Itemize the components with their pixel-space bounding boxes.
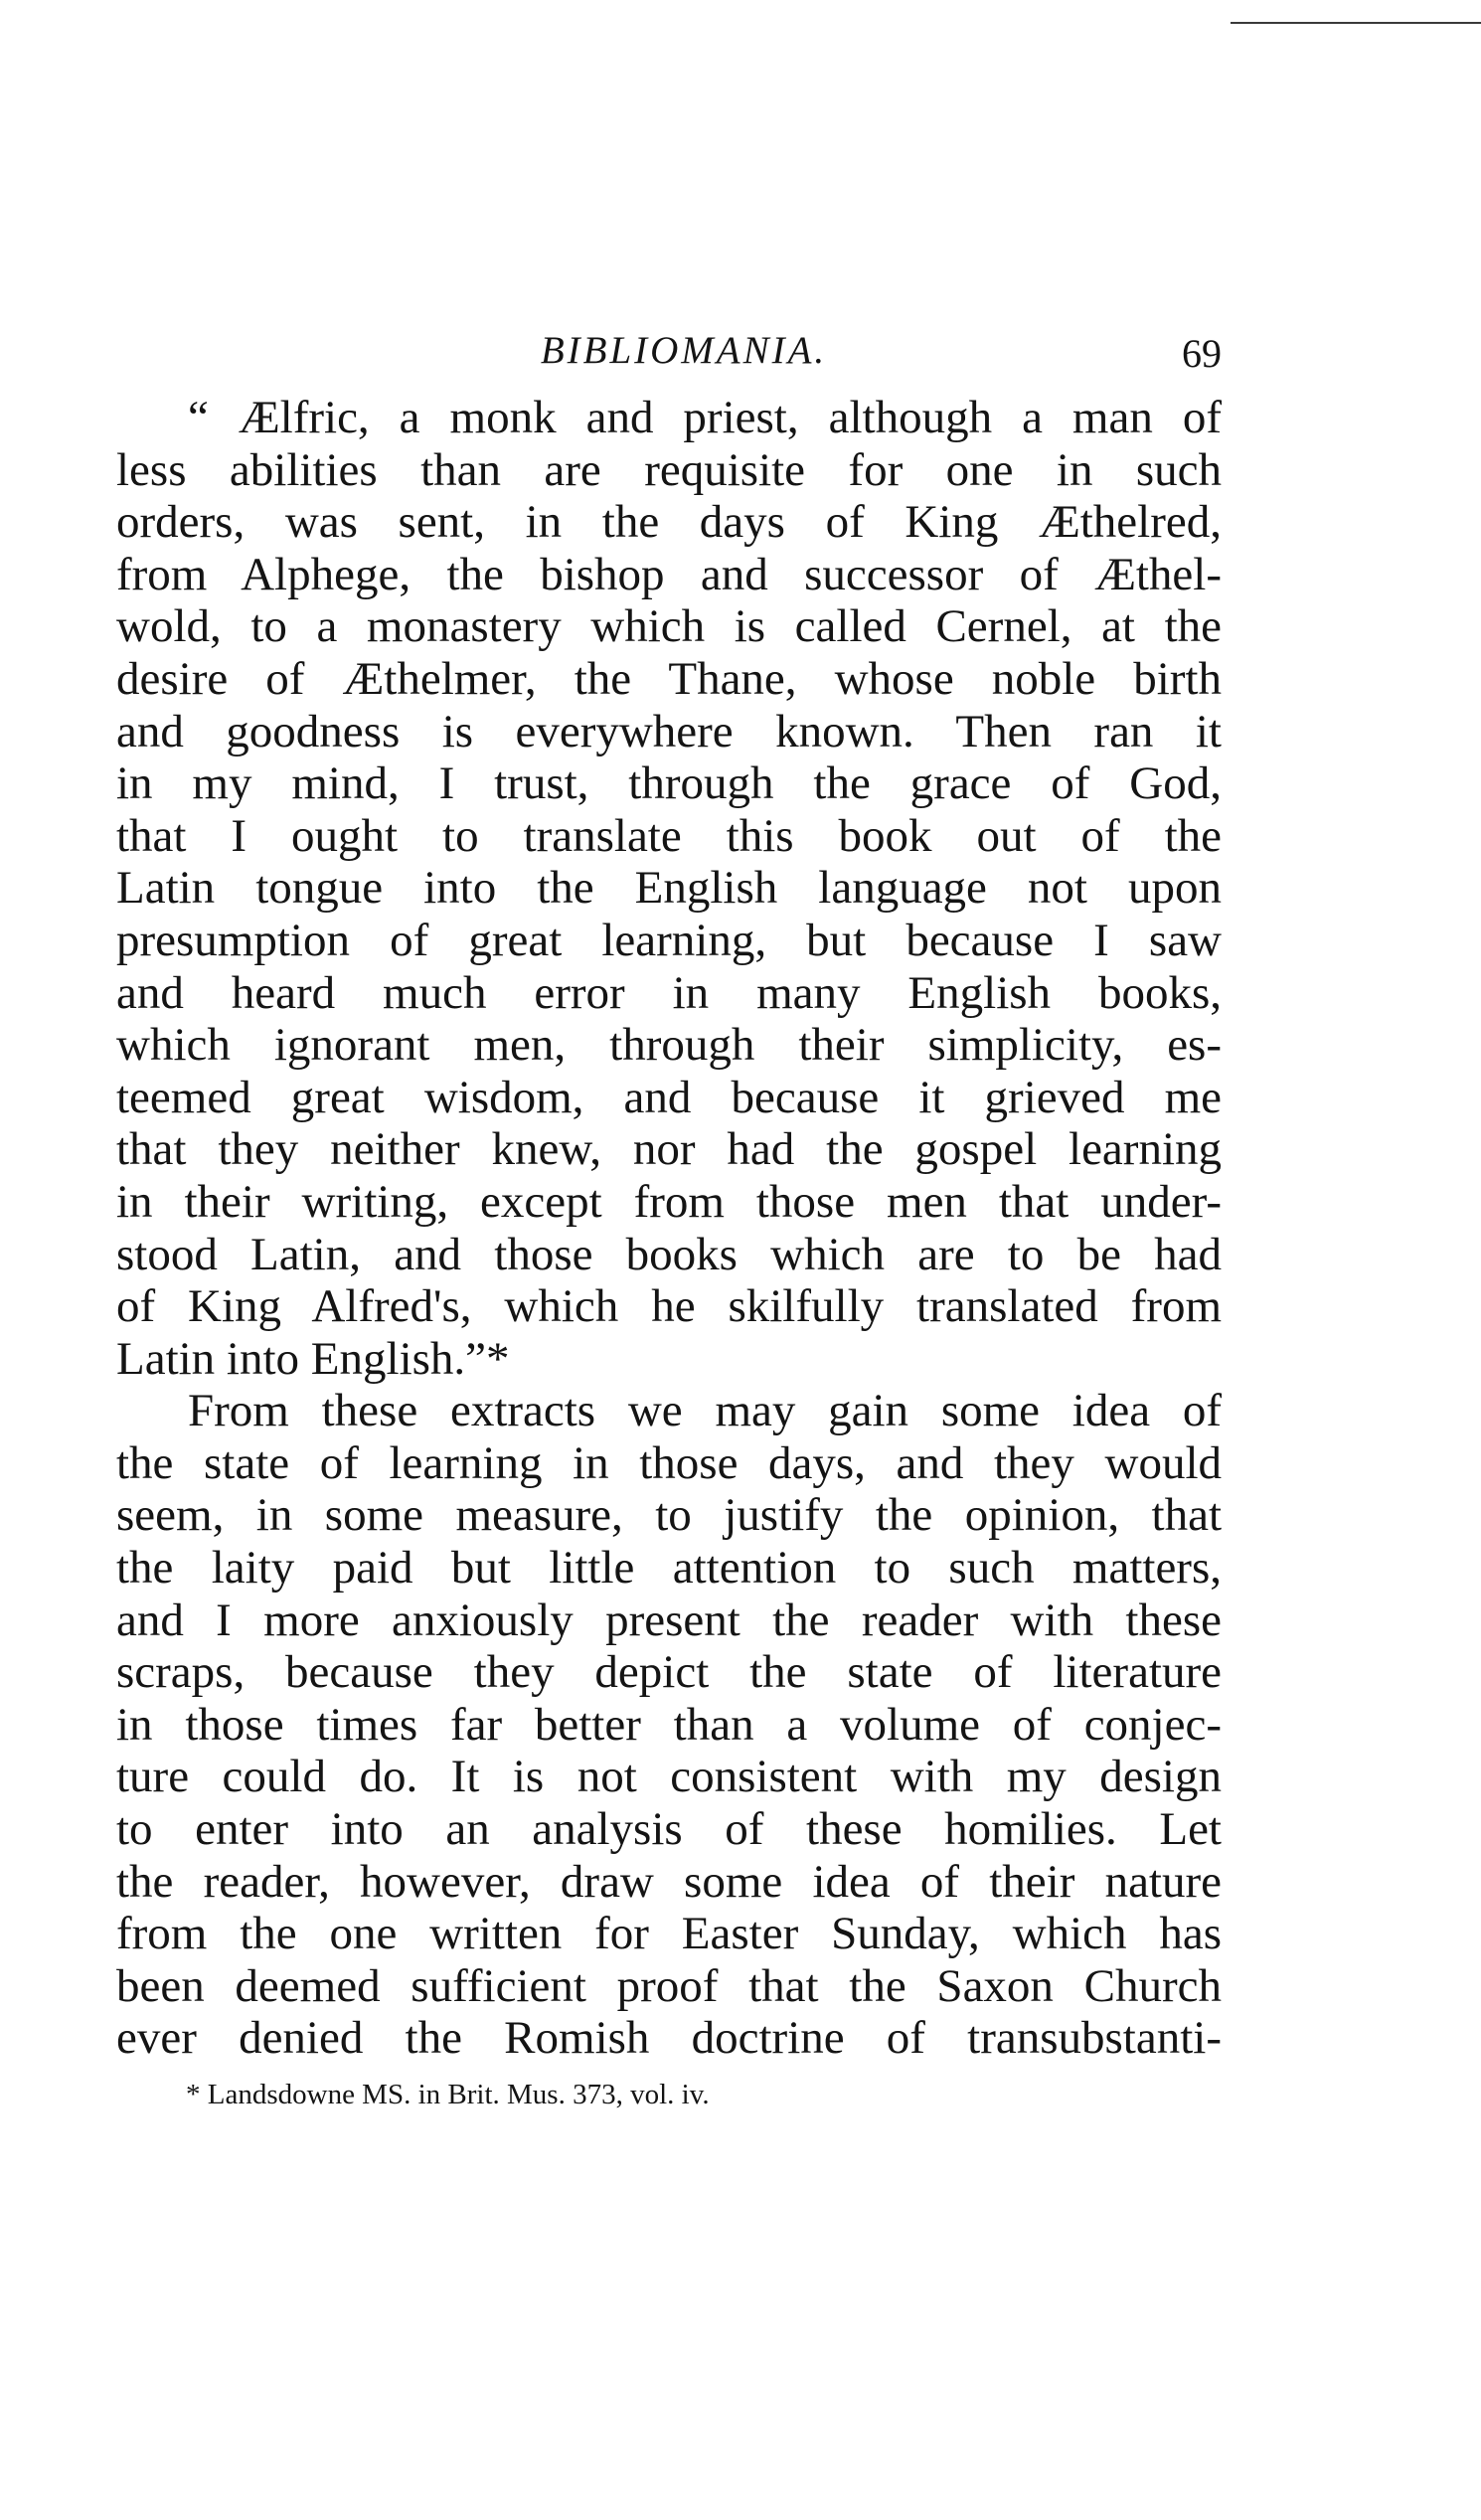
- page-number: 69: [1182, 331, 1222, 376]
- text-line: teemed great wisdom, and because it grieved me: [116, 1071, 1222, 1123]
- text-line: Latin into English.”*: [116, 1332, 510, 1385]
- text-line: wold, to a monastery which is called Cernel, at the: [116, 600, 1222, 653]
- text-line: and I more anxiously present the reader with these: [116, 1594, 1222, 1646]
- text-line: “ Ælfric, a monk and priest, although a man of: [188, 392, 1222, 443]
- text-line: From these extracts we may gain some idea of: [188, 1385, 1222, 1437]
- text-line: ture could do. It is not consistent with my design: [116, 1751, 1222, 1803]
- text-line: in those times far better than a volume of conjec-: [116, 1698, 1222, 1751]
- text-line: in my mind, I trust, through the grace of God,: [116, 757, 1222, 810]
- footnote: * Landsdowne MS. in Brit. Mus. 373, vol. iv.: [186, 2079, 710, 2110]
- text-line: in their writing, except from those men that under-: [116, 1175, 1222, 1228]
- text-line: scraps, because they depict the state of literature: [116, 1646, 1222, 1699]
- paragraph-quotation: [116, 392, 1222, 1385]
- text-line: stood Latin, and those books which are to be had: [116, 1228, 1222, 1280]
- paragraph-commentary: [116, 1385, 1222, 2065]
- text-line: from Alphege, the bishop and successor of Æthel-: [116, 548, 1222, 600]
- text-line: been deemed sufficient proof that the Saxon Church: [116, 1959, 1222, 2012]
- text-line: to enter into an analysis of these homilies. Let: [116, 1803, 1222, 1856]
- text-line: of King Alfred's, which he skilfully translated from: [116, 1280, 1222, 1333]
- running-head: [116, 328, 1222, 392]
- text-line: presumption of great learning, but because I saw: [116, 914, 1222, 966]
- text-line: and heard much error in many English books,: [116, 966, 1222, 1019]
- text-line: which ignorant men, through their simplicity, es-: [116, 1019, 1222, 1072]
- text-line: from the one written for Easter Sunday, which has: [116, 1908, 1222, 1960]
- text-line: less abilities than are requisite for one in such: [116, 443, 1222, 496]
- page-text-block: [116, 328, 1222, 2114]
- text-line: orders, was sent, in the days of King Æthelred,: [116, 496, 1222, 549]
- running-title: BIBLIOMANIA.: [540, 329, 828, 372]
- text-line: ever denied the Romish doctrine of transubstanti-: [116, 2012, 1222, 2065]
- text-line: seem, in some measure, to justify the opinion, that: [116, 1489, 1222, 1542]
- text-line: desire of Æthelmer, the Thane, whose noble birth: [116, 652, 1222, 705]
- text-line: and goodness is everywhere known. Then ran it: [116, 705, 1222, 757]
- text-line: Latin tongue into the English language not upon: [116, 862, 1222, 915]
- text-line: the reader, however, draw some idea of their nature: [116, 1855, 1222, 1908]
- scan-edge-rule: [1231, 22, 1481, 24]
- text-line: that I ought to translate this book out of the: [116, 809, 1222, 862]
- text-line: the laity paid but little attention to such matters,: [116, 1542, 1222, 1595]
- text-line: that they neither knew, nor had the gospel learning: [116, 1123, 1222, 1176]
- text-line: the state of learning in those days, and they would: [116, 1436, 1222, 1489]
